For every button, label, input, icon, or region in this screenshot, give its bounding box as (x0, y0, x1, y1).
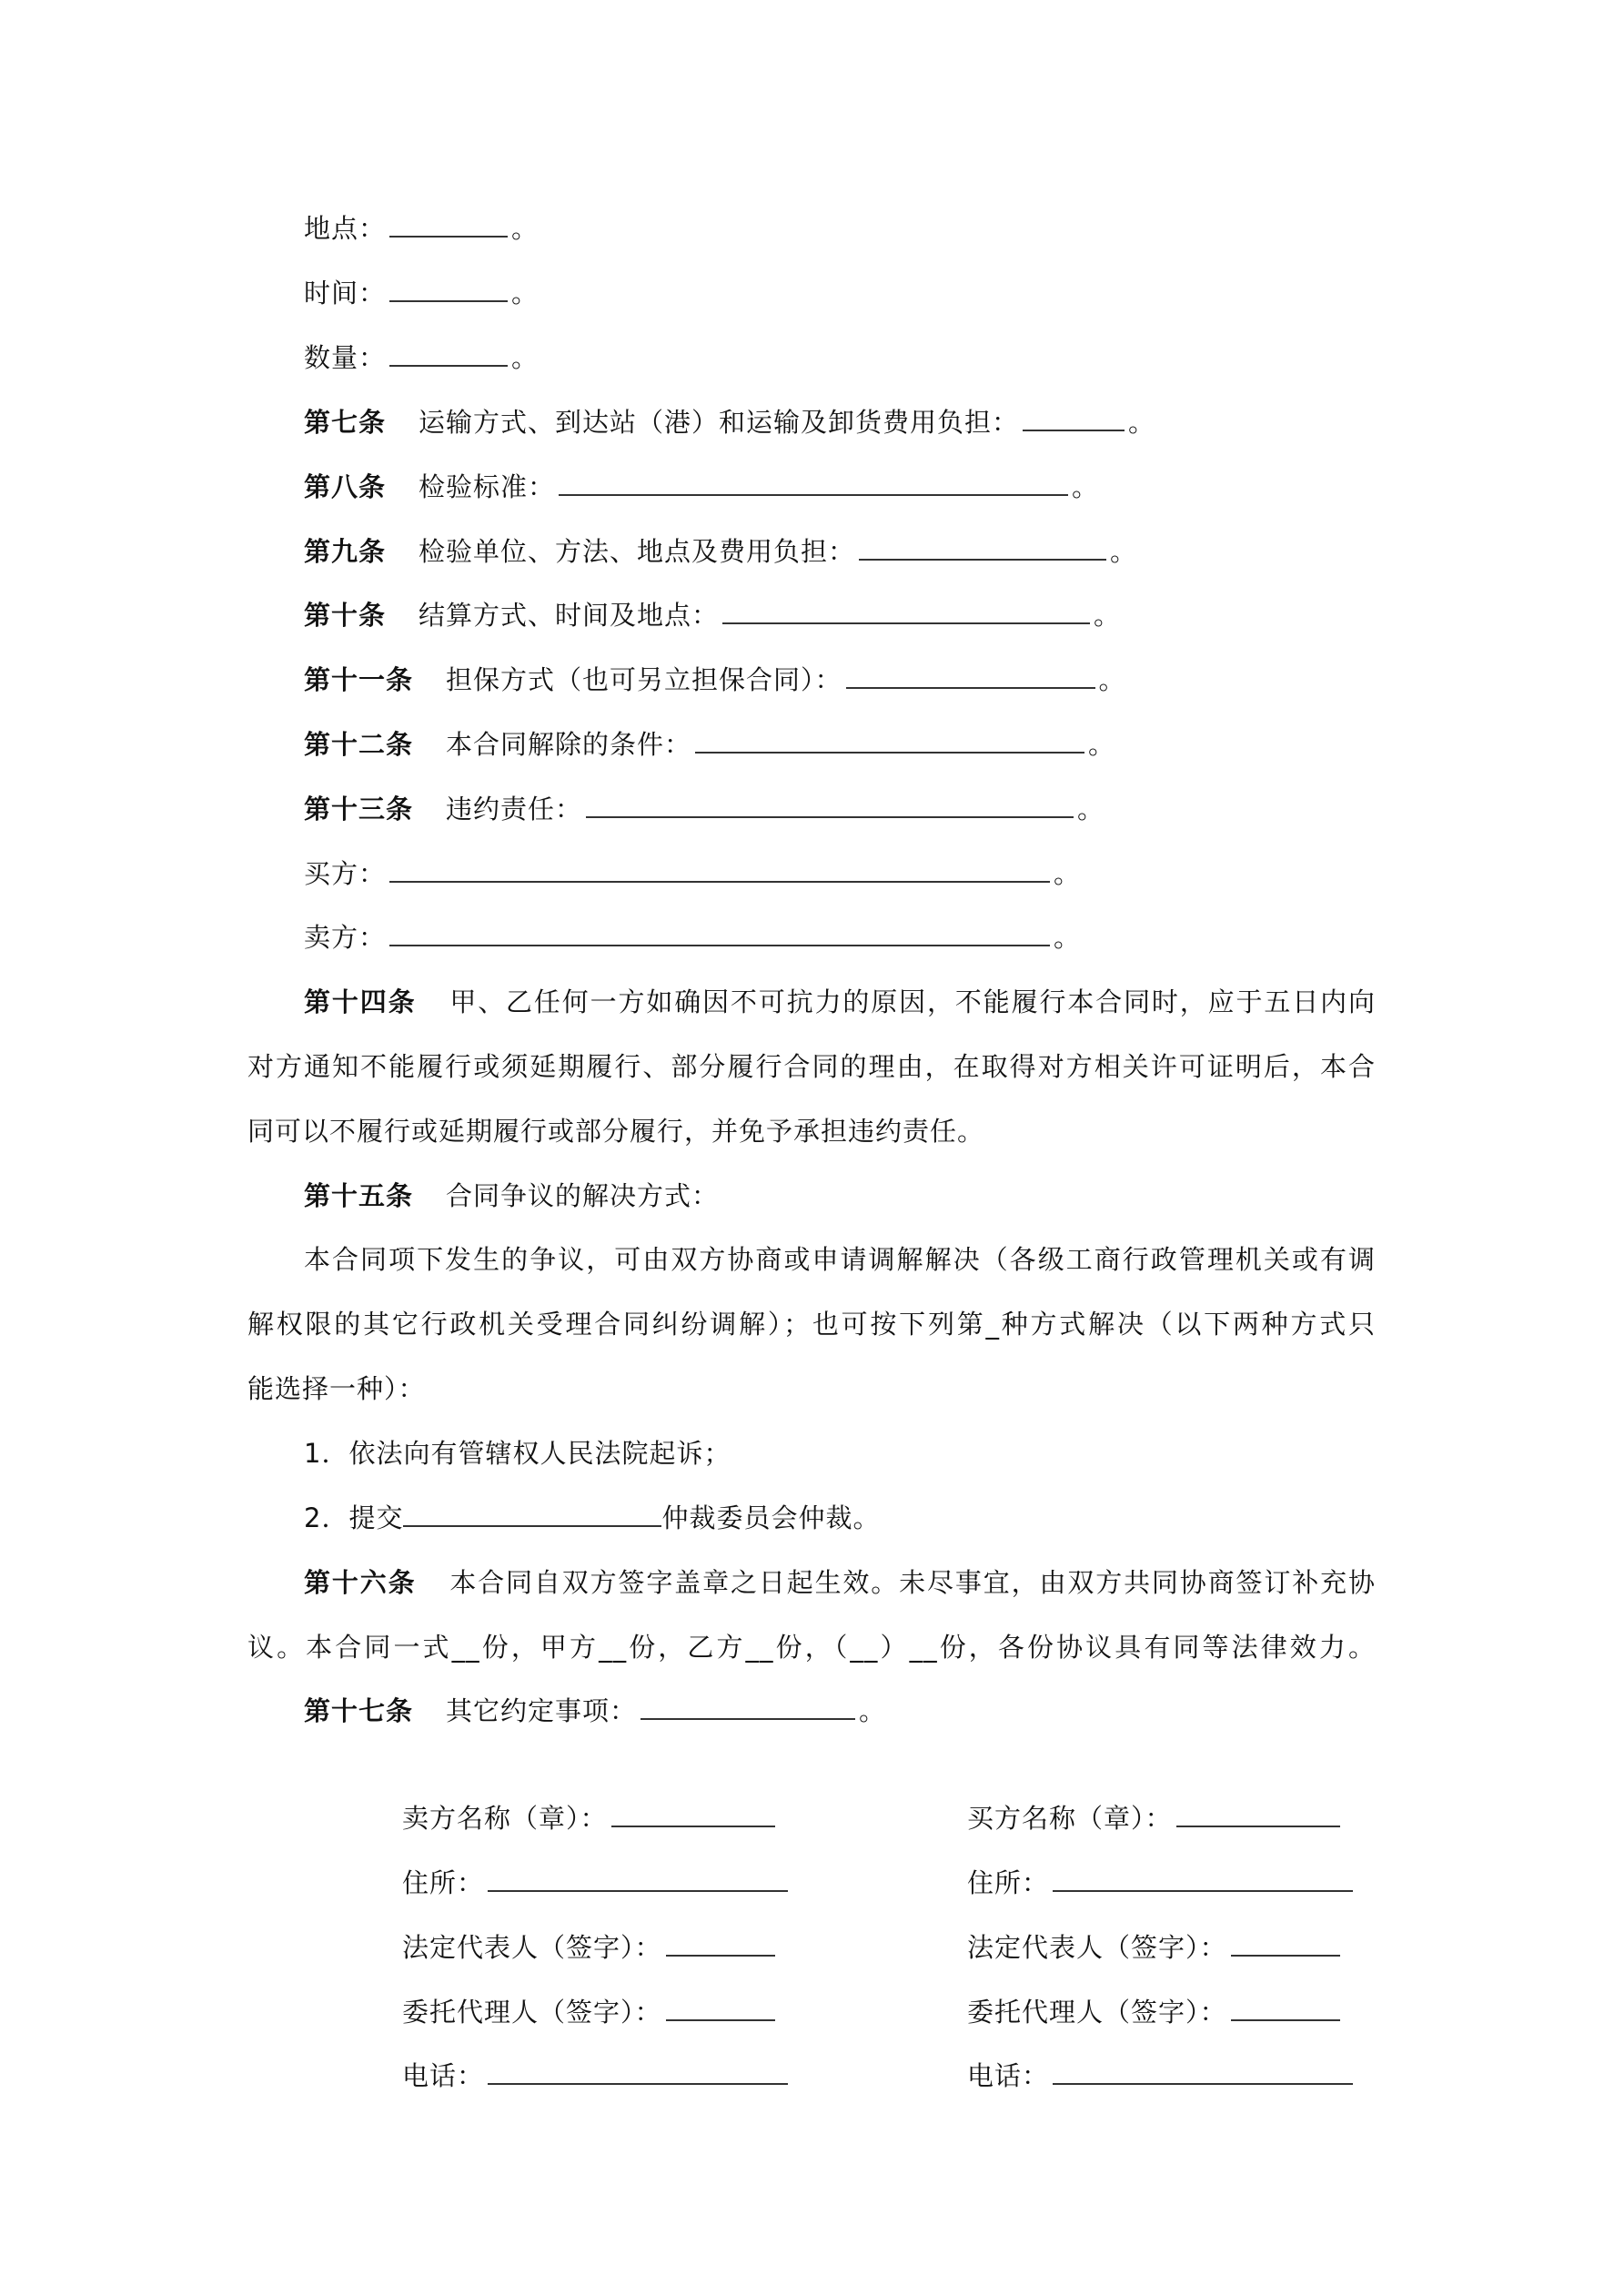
period: 。 (511, 278, 540, 308)
period: 。 (1094, 600, 1122, 631)
period: 。 (1128, 407, 1156, 438)
article-9-blank[interactable] (859, 533, 1106, 561)
party-label: 买方： (304, 858, 387, 889)
seller-name-blank[interactable] (611, 1800, 775, 1827)
seller-agent-row (402, 1994, 779, 2030)
article-15-option-2 (304, 1500, 880, 1536)
article-9 (304, 533, 1137, 570)
period: 。 (1098, 664, 1126, 695)
buyer-name-row (967, 1800, 1344, 1836)
article-number: 第十条 (304, 600, 387, 631)
sig-label: 委托代理人（签字）： (402, 1997, 662, 2028)
article-11-blank[interactable] (846, 662, 1095, 689)
article-15-option-1: 1．依法向有管辖权人民法院起诉； (304, 1438, 731, 1469)
period: 。 (1077, 794, 1105, 824)
article-17-blank[interactable] (641, 1693, 855, 1720)
period: 。 (1072, 471, 1100, 502)
location-blank[interactable] (389, 210, 508, 238)
buyer-name-blank[interactable] (1176, 1800, 1340, 1827)
buyer-address-row (967, 1865, 1357, 1901)
article-text: 担保方式（也可另立担保合同）： (446, 664, 842, 695)
field-label: 数量： (304, 342, 387, 373)
article-text: 本合同自双方签字盖章之日起生效。未尽事宜，由双方共同协商签订补充协 (449, 1567, 1376, 1598)
article-number: 第十二条 (304, 729, 414, 760)
article-text: 运输方式、到达站（港）和运输及卸货费用负担： (419, 407, 1020, 438)
buyer-agent-row (967, 1994, 1344, 2030)
time-blank[interactable] (389, 275, 508, 302)
sig-label: 电话： (402, 2060, 485, 2091)
article-number: 第十一条 (304, 664, 414, 695)
period: 。 (859, 1695, 887, 1726)
article-text: 检验标准： (419, 471, 556, 502)
article-8 (304, 469, 1099, 505)
article-text: 其它约定事项： (446, 1695, 638, 1726)
article-12-blank[interactable] (695, 726, 1084, 754)
article-number: 第八条 (304, 471, 387, 502)
article-16-line-1 (304, 1564, 1376, 1601)
option-text: 仲裁委员会仲裁。 (661, 1502, 881, 1533)
article-13 (304, 791, 1105, 827)
sig-label: 买方名称（章）： (967, 1803, 1173, 1834)
article-7 (304, 404, 1155, 440)
buyer-phone-blank[interactable] (1053, 2058, 1353, 2085)
seller-line (304, 919, 1081, 956)
buyer-address-blank[interactable] (1053, 1865, 1353, 1892)
article-text: 违约责任： (446, 794, 583, 824)
sig-label: 卖方名称（章）： (402, 1803, 608, 1834)
buyer-line (304, 855, 1081, 892)
article-14-line-1 (304, 984, 1376, 1020)
sig-label: 住所： (402, 1867, 485, 1898)
buyer-blank[interactable] (389, 855, 1050, 883)
article-text: 结算方式、时间及地点： (419, 600, 720, 631)
buyer-phone-row (967, 2058, 1357, 2094)
article-14-line-3: 同可以不履行或延期履行或部分履行，并免予承担违约责任。 (247, 1116, 985, 1147)
period: 。 (511, 213, 540, 244)
article-number: 第十四条 (304, 986, 417, 1017)
sig-label: 委托代理人（签字）： (967, 1997, 1227, 2028)
period: 。 (1088, 729, 1116, 760)
field-quantity (304, 339, 539, 376)
field-label: 时间： (304, 278, 387, 308)
seller-agent-blank[interactable] (666, 1994, 775, 2021)
seller-address-row (402, 1865, 792, 1901)
seller-blank[interactable] (389, 919, 1050, 946)
seller-address-blank[interactable] (488, 1865, 788, 1892)
article-13-blank[interactable] (586, 791, 1074, 818)
seller-legal-rep-row (402, 1929, 779, 1966)
arbitration-blank[interactable] (403, 1500, 661, 1527)
article-12 (304, 726, 1115, 763)
article-number: 第十五条 (304, 1180, 414, 1211)
buyer-legal-rep-row (967, 1929, 1344, 1966)
article-10 (304, 597, 1121, 633)
field-label: 地点： (304, 213, 387, 244)
article-text: 本合同解除的条件： (446, 729, 692, 760)
sig-label: 法定代表人（签字）： (967, 1932, 1227, 1963)
sig-label: 电话： (967, 2060, 1050, 2091)
article-14-line-2: 对方通知不能履行或须延期履行、部分履行合同的理由，在取得对方相关许可证明后，本合 (247, 1051, 1376, 1082)
period: 。 (511, 342, 540, 373)
article-text: 检验单位、方法、地点及费用负担： (419, 536, 856, 567)
article-number: 第十三条 (304, 794, 414, 824)
field-time (304, 275, 539, 311)
field-location (304, 210, 539, 247)
seller-name-row (402, 1800, 779, 1836)
quantity-blank[interactable] (389, 339, 508, 367)
article-15-line-1: 本合同项下发生的争议，可由双方协商或申请调解解决（各级工商行政管理机关或有调 (304, 1244, 1376, 1275)
buyer-legal-rep-blank[interactable] (1231, 1929, 1340, 1957)
article-title: 合同争议的解决方式： (446, 1180, 720, 1211)
article-10-blank[interactable] (722, 597, 1090, 624)
article-17 (304, 1693, 886, 1729)
article-15-heading (304, 1178, 719, 1214)
article-number: 第九条 (304, 536, 387, 567)
buyer-agent-blank[interactable] (1231, 1994, 1340, 2021)
article-15-line-3: 能选择一种）： (247, 1373, 426, 1404)
article-15-line-2: 解权限的其它行政机关受理合同纠纷调解）；也可按下列第_种方式解决（以下两种方式只 (247, 1309, 1376, 1340)
seller-phone-row (402, 2058, 792, 2094)
option-text: 2．提交 (304, 1502, 404, 1533)
party-label: 卖方： (304, 922, 387, 953)
period: 。 (1054, 922, 1082, 953)
sig-label: 住所： (967, 1867, 1050, 1898)
article-7-blank[interactable] (1023, 404, 1125, 431)
article-16-line-2: 议。本合同一式__份，甲方__份，乙方__份，（__）__份，各份协议具有同等法律效力。 (247, 1632, 1376, 1663)
period: 。 (1110, 536, 1138, 567)
article-number: 第十六条 (304, 1567, 417, 1598)
article-number: 第十七条 (304, 1695, 414, 1726)
seller-legal-rep-blank[interactable] (666, 1929, 775, 1957)
article-8-blank[interactable] (559, 469, 1068, 496)
seller-phone-blank[interactable] (488, 2058, 788, 2085)
sig-label: 法定代表人（签字）： (402, 1932, 662, 1963)
article-number: 第七条 (304, 407, 387, 438)
article-11 (304, 662, 1126, 698)
article-text: 甲、乙任何一方如确因不可抗力的原因，不能履行本合同时，应于五日内向 (449, 986, 1376, 1017)
period: 。 (1054, 858, 1082, 889)
